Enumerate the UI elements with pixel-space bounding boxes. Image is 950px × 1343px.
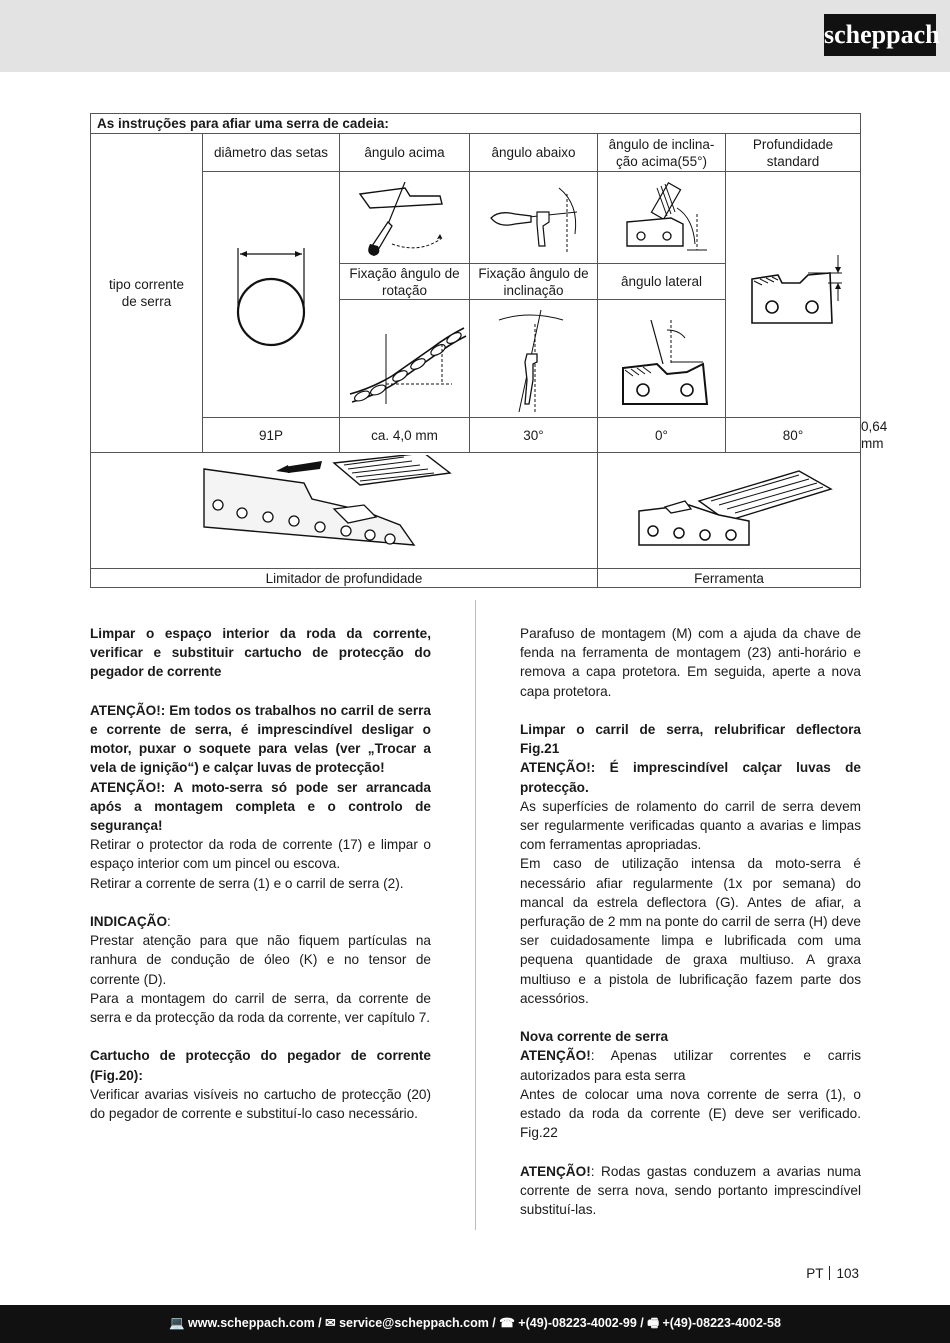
- page-number: [806, 1266, 859, 1281]
- note-heading: [90, 912, 431, 931]
- warning-paragraph: [520, 1162, 861, 1220]
- body-paragraph: Retirar a corrente de serra (1) e o carril de serra (2).: [90, 875, 404, 891]
- warning-text: : A moto-serra só pode ser arrancada após a montagem completa e o controlo de segurança!: [90, 779, 431, 834]
- value-diameter: ca. 4,0 mm: [340, 418, 470, 453]
- tool-figure: [598, 453, 861, 569]
- left-column: [90, 624, 431, 1123]
- body-paragraph: Retirar o protector da roda de corrente (17) e limpar o espaço interior com um pincel ou escova.: [90, 837, 431, 872]
- diameter-figure: [203, 172, 340, 418]
- sharpening-table: As instruções para afiar uma serra de cadeia: tipo corrente de serra diâmetro das setas ângulo acima ângulo abaixo ângulo de inclina-ção acima(55°) Profundidade standard Fixação ângulo de rotação Fixação ângulo de inclinação ângulo lateral 91P ca. 4,0 mm 30° 0° 80° 0,64 mm Limitador de profundidade Ferramenta: [90, 113, 861, 588]
- body-paragraph: Para a montagem do carril de serra, da corrente de serra e da protecção da roda da corrente, ver capítulo 7.: [90, 990, 431, 1026]
- header-depth: Profundidade standard: [726, 134, 861, 172]
- table-title: As instruções para afiar uma serra de cadeia:: [91, 114, 861, 134]
- inclination-figure: [470, 300, 598, 418]
- value-angle-above: 30°: [470, 418, 598, 453]
- warning-label: ATENÇÃO!: [520, 1163, 591, 1179]
- warning-text: : Em todos os trabalhos no carril de serra e corrente de serra, é imprescindível desligar o motor, puxar o soquete para velas (ver „Trocar a vela de ignição“) e calçar luvas de protecção!: [90, 702, 431, 776]
- header-tilt-angle: ângulo de inclina-ção acima(55°): [598, 134, 726, 172]
- warning-paragraph: [90, 701, 431, 778]
- heading-new-chain: Nova corrente de serra: [520, 1029, 669, 1045]
- file-tool-icon: [619, 461, 839, 561]
- header-band: [0, 0, 950, 72]
- side-angle-figure: [598, 300, 726, 418]
- row-label-chain-type: tipo corrente de serra: [91, 134, 203, 453]
- depth-gauge-icon: [738, 245, 848, 345]
- depth-limiter-file-icon: [184, 455, 504, 567]
- note-colon: :: [167, 914, 171, 930]
- page-separator: [829, 1266, 830, 1280]
- body-paragraph: As superfícies de rolamento do carril de serra devem ser regularmente verificadas quanto a avarias e limpas com ferramentas apropriadas.: [520, 798, 861, 853]
- value-angle-below: 0°: [598, 418, 726, 453]
- brand-logo: scheppach: [824, 14, 936, 56]
- file-diameter-icon: [216, 240, 326, 350]
- chain-inclination-icon: [479, 304, 589, 414]
- body-paragraph: Antes de colocar uma nova corrente de serra (1), o estado da roda da corrente (E) deve ser verificado. Fig.22: [520, 1086, 861, 1141]
- depth-limiter-figure: [91, 453, 598, 569]
- file-angle-above-icon: [350, 174, 460, 262]
- subheader-rotation: Fixação ângulo de rotação: [340, 264, 470, 300]
- heading-clean-sprocket: Limpar o espaço interior da roda da corrente, verificar e substituir cartucho de protecção do pegador de corrente: [90, 626, 431, 680]
- heading-clean-bar: Limpar o carril de serra, relubrificar deflectora Fig.21: [520, 722, 861, 757]
- footer-contact-bar: [0, 1305, 950, 1343]
- language-code: PT: [806, 1266, 824, 1281]
- body-paragraph: Parafuso de montagem (M) com a ajuda da chave de fenda na ferramenta de montagem (23) anti-horário e remova a capa protetora. Em seguida, aperte a nova capa protetora.: [520, 626, 861, 699]
- note-label: INDICAÇÃO: [90, 914, 168, 930]
- warning-label: ATENÇÃO!: [90, 779, 161, 795]
- column-divider: [475, 600, 476, 1230]
- body-paragraph: Verificar avarias visíveis no cartucho de protecção (20) do pegador de corrente e substituí-lo caso necessário.: [90, 1086, 431, 1122]
- angle-below-figure: [470, 172, 598, 264]
- tilt-angle-figure: [598, 172, 726, 264]
- depth-figure: [726, 172, 861, 418]
- header-angle-above: ângulo acima: [340, 134, 470, 172]
- angle-above-figure: [340, 172, 470, 264]
- page-number-value: 103: [836, 1266, 859, 1281]
- warning-text: : Rodas gastas conduzem a avarias numa corrente de serra nova, sendo portanto imprescindível substituí-las.: [520, 1163, 861, 1218]
- heading-catcher-cartridge: Cartucho de protecção do pegador de corrente (Fig.20):: [90, 1048, 431, 1083]
- warning-text: : É imprescindível calçar luvas de protecção.: [520, 760, 861, 795]
- value-chain-type: 91P: [203, 418, 340, 453]
- subheader-inclination: Fixação ângulo de inclinação: [470, 264, 598, 300]
- rotation-figure: [340, 300, 470, 418]
- cutter-side-angle-icon: [607, 304, 717, 414]
- warning-label: ATENÇÃO!: [90, 702, 161, 718]
- header-angle-below: ângulo abaixo: [470, 134, 598, 172]
- header-diameter: diâmetro das setas: [203, 134, 340, 172]
- right-column: [520, 624, 861, 1219]
- body-paragraph: Em caso de utilização intensa da moto-serra é necessário afiar regularmente (1x por semana) do mancal da estrela deflectora (G). Antes de afiar, a perfuração de 2 mm na ponte do carril de serra (H) deve ser cuidadosamente limpa e lubrificada com uma pequena quantidade de graxa multiuso. A graxa multiuso e a pistola de lubrificação fazem parte dos acessórios.: [520, 856, 861, 1006]
- file-tilt-icon: [607, 174, 717, 262]
- body-paragraph: Prestar atenção para que não fiquem partículas na ranhura de condução de óleo (K) e no tensor de corrente (D).: [90, 933, 431, 987]
- label-tool: Ferramenta: [598, 569, 861, 588]
- warning-paragraph: [520, 1046, 861, 1084]
- warning-text: : Apenas utilizar correntes e carris autorizados para esta serra: [520, 1048, 861, 1083]
- label-depth-limiter: Limitador de profundidade: [91, 569, 598, 588]
- footer-contact-text: 💻 www.scheppach.com / ✉ service@scheppach.com / ☎ +(49)-08223-4002-99 / 🖷 +(49)-08223-4002-58: [169, 1316, 781, 1330]
- warning-label: ATENÇÃO!: [520, 1048, 591, 1064]
- warning-label: ATENÇÃO!: [520, 760, 591, 776]
- warning-paragraph: [520, 758, 861, 796]
- value-tilt: 80°: [726, 418, 861, 453]
- chain-rotation-icon: [342, 304, 468, 414]
- subheader-side-angle: ângulo lateral: [598, 264, 726, 300]
- warning-paragraph: [90, 778, 431, 836]
- file-angle-below-icon: [479, 174, 589, 262]
